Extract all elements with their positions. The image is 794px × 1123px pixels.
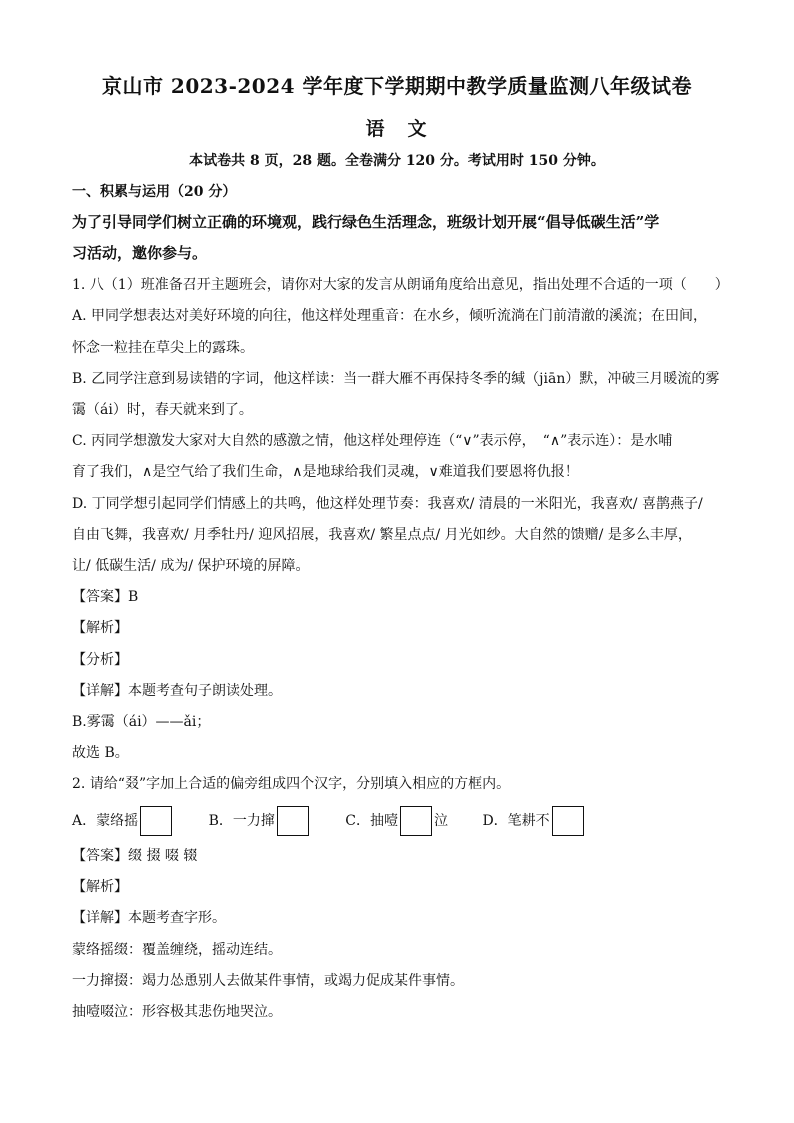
q1-option-d-line1: D. 丁同学想引起同学们情感上的共鸣，他这样处理节奏：我喜欢/ 清晨的一米阳光，我喜欢/ 喜鹊燕子/ <box>72 496 703 512</box>
q2-answer-box-d[interactable] <box>552 806 584 836</box>
exam-info: 本试卷共 8 页，28 题。全卷满分 120 分。考试用时 150 分钟。 <box>189 153 605 169</box>
q1-fenxi-label: 【分析】 <box>72 652 128 668</box>
q2-item-c <box>345 804 448 838</box>
q2-answer-box-a[interactable] <box>140 806 172 836</box>
exam-title: 京山市 2023-2024 学年度下学期期中教学质量监测八年级试卷 <box>101 74 693 98</box>
q2-item-c-prefix: C．抽噎 <box>345 813 399 829</box>
q2-explanation-1: 蒙络摇缀：覆盖缠绕，摇动连结。 <box>72 942 282 958</box>
q2-analysis-label: 【解析】 <box>72 879 128 895</box>
q1-option-c-line2: 育了我们，∧是空气给了我们生命，∧是地球给我们灵魂，∨难道我们要恩将仇报！ <box>72 464 579 480</box>
q2-answer-box-c[interactable] <box>400 806 432 836</box>
q2-answer-box-b[interactable] <box>277 806 309 836</box>
q2-explanation-3: 抽噎啜泣：形容极其悲伤地哭泣。 <box>72 1004 282 1020</box>
q2-item-c-suffix: 泣 <box>434 813 449 829</box>
q2-stem: 2. 请给“叕”字加上合适的偏旁组成四个汉字，分别填入相应的方框内。 <box>72 776 511 792</box>
section-heading: 一、积累与运用（20 分） <box>72 184 237 200</box>
q2-item-b <box>209 804 311 838</box>
q2-item-d <box>482 804 585 838</box>
q1-option-a-line2: 怀念一粒挂在草尖上的露珠。 <box>72 340 254 356</box>
q1-option-b-line2: 霭（ái）时，春天就来到了。 <box>72 402 253 418</box>
q2-item-d-prefix: D．笔耕不 <box>482 813 550 829</box>
q1-option-a-line1: A. 甲同学想表达对美好环境的向往，他这样处理重音：在水乡，倾听流淌在门前清澈的溪流；在田间， <box>72 308 708 324</box>
q1-option-c-line1: C. 丙同学想激发大家对大自然的感激之情，他这样处理停连（“∨”表示停， “∧”表示连）：是水哺 <box>72 433 673 449</box>
q1-option-d-line3: 让/ 低碳生活/ 成为/ 保护环境的屏障。 <box>72 558 310 574</box>
q1-detail-2: B.雾霭（ái）——ǎi； <box>72 714 211 730</box>
q1-conclusion: 故选 B。 <box>72 745 129 761</box>
q2-answer: 【答案】缀 掇 啜 辍 <box>72 848 198 864</box>
section-intro-line1: 为了引导同学们树立正确的环境观，践行绿色生活理念，班级计划开展“倡导低碳生活”学 <box>72 213 660 231</box>
q2-item-a-prefix: A．蒙络摇 <box>72 813 139 829</box>
q1-detail: 【详解】本题考查句子朗读处理。 <box>72 683 282 699</box>
q2-detail: 【详解】本题考查字形。 <box>72 910 226 926</box>
q2-fill-row <box>72 804 612 838</box>
q1-answer: 【答案】B <box>72 589 139 605</box>
q1-option-b-line1: B. 乙同学注意到易读错的字词，他这样读：当一群大雁不再保持冬季的缄（jiān）默，冲破三月暖流的雾 <box>72 371 720 387</box>
q2-explanation-2: 一力撺掇：竭力怂恿别人去做某件事情，或竭力促成某件事情。 <box>72 973 464 989</box>
section-intro-line2: 习活动，邀你参与。 <box>72 244 208 262</box>
subject-title: 语 文 <box>365 118 429 140</box>
q1-option-d-line2: 自由飞舞，我喜欢/ 月季牡丹/ 迎风招展，我喜欢/ 繁星点点/ 月光如纱。大自然的馈赠/ 是多么丰厚， <box>72 527 692 543</box>
q2-item-a <box>72 804 174 838</box>
q1-stem: 1. 八（1）班准备召开主题班会，请你对大家的发言从朗诵角度给出意见，指出处理不合适的一项（ ） <box>72 277 729 293</box>
q2-item-b-prefix: B．一力撺 <box>208 813 275 829</box>
q1-analysis-label: 【解析】 <box>72 620 128 636</box>
